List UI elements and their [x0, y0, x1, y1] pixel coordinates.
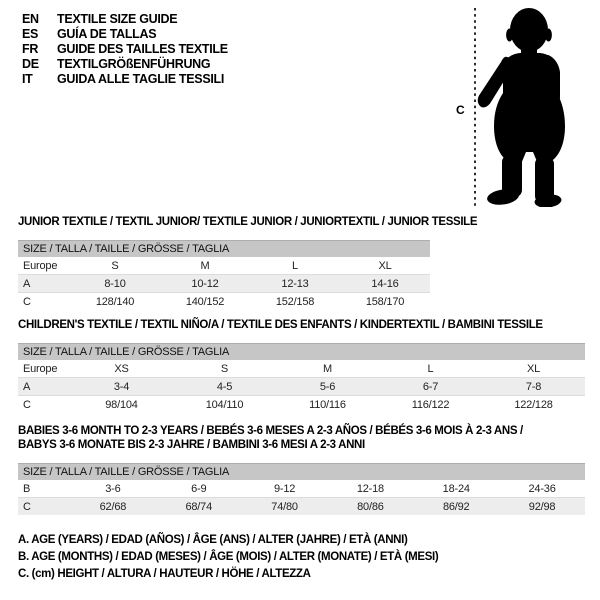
lang-code: DE [22, 57, 39, 71]
table-title: BABIES 3-6 MONTH TO 2-3 YEARS / BEBÉS 3-6 MESES A 2-3 AÑOS / BÉBÉS 3-6 MOIS À 2-3 ANS / [18, 425, 523, 437]
lang-row-fr [22, 42, 228, 57]
table-row [18, 360, 585, 378]
lang-row-de [22, 57, 228, 72]
lang-title: TEXTILGRÖßENFÜHRUNG [57, 57, 211, 71]
babies-textile-section [18, 424, 585, 515]
size-cell: 24-36 [499, 480, 585, 498]
size-header-bar: SIZE / TALLA / TAILLE / GRÖSSE / TAGLIA [18, 240, 430, 257]
lang-title: GUIDA ALLE TAGLIE TESSILI [57, 72, 225, 86]
size-cell: XL [340, 257, 430, 275]
size-cell: 4-5 [173, 378, 276, 396]
size-cell: 110/116 [309, 398, 346, 411]
size-cell: 3-4 [70, 378, 173, 396]
row-label: C [23, 295, 31, 308]
size-cell: 6-9 [156, 480, 242, 498]
lang-title: GUIDE DES TAILLES TEXTILE [57, 42, 228, 56]
row-label: C [23, 500, 31, 513]
legend-footnotes [18, 532, 438, 583]
table-row [18, 378, 585, 396]
table-row [18, 257, 430, 275]
table-row [18, 293, 430, 311]
size-cell: 7-8 [482, 378, 585, 396]
size-cell: 12-13 [250, 275, 340, 293]
size-cell: L [379, 360, 482, 378]
row-label: A [18, 275, 70, 293]
table-row [18, 275, 430, 293]
lang-title: GUÍA DE TALLAS [57, 27, 157, 41]
size-cell: XS [70, 360, 173, 378]
lang-row-en [22, 12, 228, 27]
size-cell: 98/104 [105, 398, 138, 411]
size-cell: 116/122 [411, 398, 450, 411]
row-label: Europe [18, 257, 70, 275]
footnote-c: C. (cm) HEIGHT / ALTURA / HAUTEUR / HÖHE / ALTEZZA [18, 568, 311, 580]
size-cell: 6-7 [379, 378, 482, 396]
size-cell: 8-10 [70, 275, 160, 293]
junior-textile-section [18, 215, 478, 310]
table-row [18, 498, 585, 516]
size-cell: 86/92 [442, 500, 470, 513]
size-header-bar: SIZE / TALLA / TAILLE / GRÖSSE / TAGLIA [18, 343, 585, 360]
table-title-line2: BABYS 3-6 MONATE BIS 2-3 JAHRE / BAMBINI 3-6 MESI A 2-3 ANNI [18, 439, 365, 451]
size-cell: 5-6 [276, 378, 379, 396]
baby-silhouette-icon [476, 5, 568, 207]
size-cell: 62/68 [99, 500, 127, 513]
footnote-b: B. AGE (MONTHS) / EDAD (MESES) / ÂGE (MOIS) / ALTER (MONATE) / ETÀ (MESI) [18, 551, 439, 563]
lang-code: FR [22, 42, 39, 56]
size-cell: 10-12 [160, 275, 250, 293]
size-cell: 152/158 [275, 295, 315, 308]
size-cell: 12-18 [327, 480, 413, 498]
size-cell: M [276, 360, 379, 378]
lang-code: IT [22, 72, 33, 86]
size-cell: 3-6 [70, 480, 156, 498]
junior-size-table [18, 257, 430, 310]
size-cell: S [70, 257, 160, 275]
table-title: JUNIOR TEXTILE / TEXTIL JUNIOR/ TEXTILE JUNIOR / JUNIORTEXTIL / JUNIOR TESSILE [18, 216, 478, 228]
row-label: B [18, 480, 70, 498]
size-cell: 68/74 [185, 500, 212, 513]
lang-row-es [22, 27, 228, 42]
size-cell: 128/140 [95, 295, 135, 308]
table-row [18, 396, 585, 414]
size-cell: L [250, 257, 340, 275]
size-cell: S [173, 360, 276, 378]
footnote-a: A. AGE (YEARS) / EDAD (AÑOS) / ÂGE (ANS) / ALTER (JAHRE) / ETÀ (ANNI) [18, 534, 408, 546]
lang-code: ES [22, 27, 39, 41]
size-cell: 14-16 [340, 275, 430, 293]
table-title: CHILDREN'S TEXTILE / TEXTIL NIÑO/A / TEXTILE DES ENFANTS / KINDERTEXTIL / BAMBINI TESSILE [18, 319, 543, 331]
size-cell: 158/170 [365, 295, 405, 308]
row-label: A [18, 378, 70, 396]
size-cell: 74/80 [271, 500, 298, 513]
size-cell: 140/152 [185, 295, 225, 308]
size-cell: 104/110 [205, 398, 244, 411]
size-cell: 92/98 [528, 500, 556, 513]
babies-size-table [18, 480, 585, 515]
size-cell: 18-24 [413, 480, 499, 498]
size-cell: 80/86 [357, 500, 384, 513]
row-label: C [23, 398, 31, 411]
lang-code: EN [22, 12, 39, 26]
size-cell: XL [482, 360, 585, 378]
lang-row-it [22, 72, 228, 87]
children-textile-section [18, 318, 585, 413]
size-cell: 9-12 [242, 480, 328, 498]
lang-title: TEXTILE SIZE GUIDE [57, 12, 178, 26]
height-c-label: C [456, 103, 465, 117]
row-label: Europe [18, 360, 70, 378]
size-cell: 122/128 [514, 398, 553, 411]
language-title-list [22, 12, 228, 87]
children-size-table [18, 360, 585, 413]
size-header-bar: SIZE / TALLA / TAILLE / GRÖSSE / TAGLIA [18, 463, 585, 480]
size-cell: M [160, 257, 250, 275]
table-row [18, 480, 585, 498]
